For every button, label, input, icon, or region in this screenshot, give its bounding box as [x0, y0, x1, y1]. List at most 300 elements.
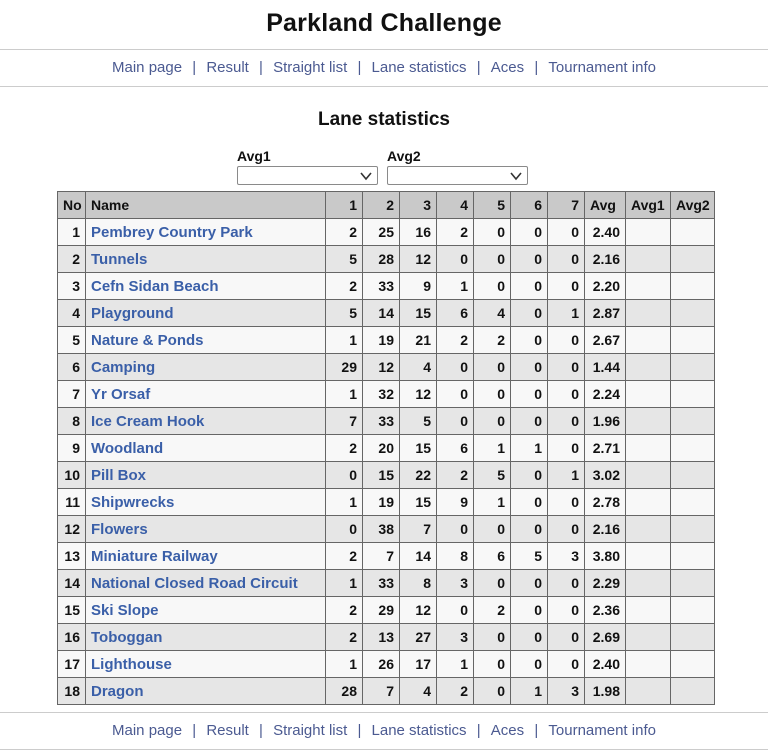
score-count-6: 0 — [511, 246, 548, 273]
score-count-6: 1 — [511, 435, 548, 462]
score-count-7: 0 — [548, 624, 585, 651]
lane-name-link[interactable]: Ice Cream Hook — [91, 412, 205, 430]
score-count-4: 6 — [437, 300, 474, 327]
score-count-3: 12 — [400, 597, 437, 624]
avg-value: 2.69 — [585, 624, 626, 651]
lane-name-cell — [86, 327, 326, 354]
lane-number: 12 — [58, 516, 86, 543]
score-count-5: 0 — [474, 570, 511, 597]
avg2-value — [671, 408, 715, 435]
lane-name-link[interactable]: Toboggan — [91, 628, 163, 646]
lane-name-cell — [86, 381, 326, 408]
avg-value: 1.44 — [585, 354, 626, 381]
avg2-label: Avg2 — [387, 148, 421, 164]
score-count-5: 0 — [474, 219, 511, 246]
avg1-value — [626, 543, 671, 570]
avg-filters — [237, 148, 768, 185]
avg1-select[interactable] — [238, 168, 377, 185]
score-count-5: 0 — [474, 408, 511, 435]
score-count-5: 0 — [474, 624, 511, 651]
score-count-1: 1 — [326, 570, 363, 597]
score-count-1: 1 — [326, 489, 363, 516]
score-count-3: 14 — [400, 543, 437, 570]
score-count-2: 33 — [363, 408, 400, 435]
lane-name-cell — [86, 489, 326, 516]
avg1-value — [626, 435, 671, 462]
table-row — [58, 624, 715, 651]
avg2-value — [671, 354, 715, 381]
lane-number: 3 — [58, 273, 86, 300]
score-count-7: 0 — [548, 327, 585, 354]
bottom-nav — [0, 712, 768, 750]
score-count-1: 29 — [326, 354, 363, 381]
score-count-5: 0 — [474, 381, 511, 408]
score-count-2: 15 — [363, 462, 400, 489]
avg-value: 2.36 — [585, 597, 626, 624]
lane-number: 13 — [58, 543, 86, 570]
section-title: Lane statistics — [318, 109, 450, 130]
score-count-7: 0 — [548, 489, 585, 516]
lane-number: 1 — [58, 219, 86, 246]
table-row — [58, 381, 715, 408]
score-count-3: 17 — [400, 651, 437, 678]
lane-number: 5 — [58, 327, 86, 354]
avg1-value — [626, 597, 671, 624]
score-count-7: 3 — [548, 678, 585, 705]
avg2-value — [671, 489, 715, 516]
nav-link-main-page[interactable]: Main page — [112, 722, 183, 739]
avg2-value — [671, 651, 715, 678]
score-count-2: 26 — [363, 651, 400, 678]
score-count-2: 19 — [363, 327, 400, 354]
lane-number: 7 — [58, 381, 86, 408]
score-count-6: 0 — [511, 597, 548, 624]
score-count-3: 4 — [400, 678, 437, 705]
avg1-select-wrap — [237, 166, 378, 185]
avg-value: 1.98 — [585, 678, 626, 705]
score-count-3: 12 — [400, 246, 437, 273]
avg-value: 3.02 — [585, 462, 626, 489]
lane-name-cell — [86, 462, 326, 489]
score-count-2: 20 — [363, 435, 400, 462]
score-count-2: 14 — [363, 300, 400, 327]
avg-value: 2.71 — [585, 435, 626, 462]
avg-value: 2.20 — [585, 273, 626, 300]
table-row — [58, 435, 715, 462]
page-title: Parkland Challenge — [266, 9, 502, 37]
score-count-3: 16 — [400, 219, 437, 246]
lane-number: 8 — [58, 408, 86, 435]
avg1-label: Avg1 — [237, 148, 271, 164]
avg2-filter-group — [387, 148, 528, 185]
nav-separator: | — [254, 722, 268, 739]
score-count-1: 1 — [326, 651, 363, 678]
score-count-6: 0 — [511, 516, 548, 543]
table-row — [58, 651, 715, 678]
nav-link-lane-statistics[interactable]: Lane statistics — [371, 722, 467, 739]
score-count-5: 0 — [474, 678, 511, 705]
lane-name-link[interactable]: Lighthouse — [91, 655, 172, 673]
score-count-2: 12 — [363, 354, 400, 381]
score-count-3: 22 — [400, 462, 437, 489]
score-count-3: 4 — [400, 354, 437, 381]
nav-separator: | — [188, 722, 201, 739]
score-count-7: 0 — [548, 435, 585, 462]
score-count-1: 2 — [326, 624, 363, 651]
avg2-select[interactable] — [388, 168, 527, 185]
score-count-1: 2 — [326, 597, 363, 624]
lane-name-link[interactable]: Camping — [91, 358, 156, 376]
avg2-value — [671, 597, 715, 624]
column-header-avg: Avg — [585, 192, 626, 219]
nav-separator: | — [353, 722, 366, 739]
score-count-3: 5 — [400, 408, 437, 435]
score-count-4: 2 — [437, 219, 474, 246]
score-count-5: 0 — [474, 651, 511, 678]
avg1-value — [626, 273, 671, 300]
avg2-value — [671, 624, 715, 651]
score-count-7: 1 — [548, 462, 585, 489]
top-nav — [0, 49, 768, 87]
score-count-4: 0 — [437, 354, 474, 381]
score-count-1: 2 — [326, 435, 363, 462]
avg-value: 1.96 — [585, 408, 626, 435]
lane-name-cell — [86, 516, 326, 543]
lane-number: 2 — [58, 246, 86, 273]
avg2-value — [671, 219, 715, 246]
score-count-1: 0 — [326, 462, 363, 489]
score-count-6: 0 — [511, 300, 548, 327]
score-count-2: 7 — [363, 543, 400, 570]
table-header-row — [58, 192, 715, 219]
score-count-5: 5 — [474, 462, 511, 489]
lane-name-cell — [86, 354, 326, 381]
score-count-3: 9 — [400, 273, 437, 300]
score-count-4: 1 — [437, 273, 474, 300]
nav-link-aces[interactable]: Aces — [490, 59, 525, 76]
score-count-3: 21 — [400, 327, 437, 354]
score-count-4: 1 — [437, 651, 474, 678]
table-row — [58, 543, 715, 570]
lane-number: 16 — [58, 624, 86, 651]
avg1-value — [626, 354, 671, 381]
avg2-value — [671, 435, 715, 462]
score-count-3: 7 — [400, 516, 437, 543]
lane-number: 6 — [58, 354, 86, 381]
score-count-6: 0 — [511, 219, 548, 246]
lane-name-cell — [86, 300, 326, 327]
score-count-4: 9 — [437, 489, 474, 516]
nav-link-tournament-info[interactable]: Tournament info — [548, 722, 656, 739]
score-count-6: 0 — [511, 570, 548, 597]
column-header-avg1: Avg1 — [626, 192, 671, 219]
lane-name-link[interactable]: Yr Orsaf — [91, 385, 151, 403]
avg2-value — [671, 327, 715, 354]
nav-link-main-page[interactable]: Main page — [112, 59, 183, 76]
score-count-7: 0 — [548, 381, 585, 408]
score-count-6: 0 — [511, 354, 548, 381]
column-header-1: 1 — [326, 192, 363, 219]
score-count-1: 7 — [326, 408, 363, 435]
avg-value: 2.40 — [585, 651, 626, 678]
score-count-6: 5 — [511, 543, 548, 570]
avg1-value — [626, 300, 671, 327]
lane-number: 10 — [58, 462, 86, 489]
column-header-4: 4 — [437, 192, 474, 219]
avg-value: 2.24 — [585, 381, 626, 408]
lane-name-link[interactable]: Playground — [91, 304, 174, 322]
lane-number: 11 — [58, 489, 86, 516]
avg-value: 2.16 — [585, 246, 626, 273]
table-row — [58, 570, 715, 597]
lane-number: 9 — [58, 435, 86, 462]
nav-separator: | — [254, 59, 268, 76]
score-count-4: 2 — [437, 327, 474, 354]
lane-name-cell — [86, 543, 326, 570]
avg2-select-wrap — [387, 166, 528, 185]
avg2-value — [671, 273, 715, 300]
lane-name-cell — [86, 273, 326, 300]
score-count-6: 0 — [511, 651, 548, 678]
score-count-6: 0 — [511, 624, 548, 651]
lane-name-cell — [86, 624, 326, 651]
avg-value: 2.29 — [585, 570, 626, 597]
score-count-1: 1 — [326, 381, 363, 408]
score-count-3: 15 — [400, 300, 437, 327]
avg1-value — [626, 219, 671, 246]
lane-name-link[interactable]: Cefn Sidan Beach — [91, 277, 219, 295]
score-count-2: 13 — [363, 624, 400, 651]
score-count-5: 0 — [474, 273, 511, 300]
avg1-value — [626, 462, 671, 489]
column-header-5: 5 — [474, 192, 511, 219]
column-header-no: No — [58, 192, 86, 219]
nav-separator: | — [353, 59, 366, 76]
score-count-5: 2 — [474, 597, 511, 624]
nav-link-result[interactable]: Result — [206, 59, 249, 76]
nav-separator: | — [530, 59, 543, 76]
lane-name-cell — [86, 678, 326, 705]
table-row — [58, 300, 715, 327]
score-count-1: 2 — [326, 219, 363, 246]
table-row — [58, 462, 715, 489]
score-count-5: 0 — [474, 516, 511, 543]
nav-link-straight-list[interactable]: Straight list — [273, 59, 348, 76]
score-count-7: 0 — [548, 516, 585, 543]
score-count-2: 33 — [363, 273, 400, 300]
avg1-value — [626, 651, 671, 678]
lane-number: 15 — [58, 597, 86, 624]
column-header-2: 2 — [363, 192, 400, 219]
score-count-5: 1 — [474, 435, 511, 462]
nav-separator: | — [472, 722, 485, 739]
score-count-4: 6 — [437, 435, 474, 462]
lane-name-link[interactable]: Tunnels — [91, 250, 148, 268]
avg1-value — [626, 408, 671, 435]
score-count-6: 0 — [511, 489, 548, 516]
nav-link-lane-statistics[interactable]: Lane statistics — [371, 59, 467, 76]
column-header-avg2: Avg2 — [671, 192, 715, 219]
score-count-2: 7 — [363, 678, 400, 705]
score-count-6: 1 — [511, 678, 548, 705]
score-count-4: 3 — [437, 624, 474, 651]
score-count-4: 0 — [437, 516, 474, 543]
table-row — [58, 327, 715, 354]
table-body — [58, 219, 715, 705]
avg-value: 2.67 — [585, 327, 626, 354]
score-count-2: 29 — [363, 597, 400, 624]
table-row — [58, 408, 715, 435]
score-count-7: 0 — [548, 246, 585, 273]
score-count-5: 1 — [474, 489, 511, 516]
lane-name-cell — [86, 651, 326, 678]
score-count-1: 2 — [326, 543, 363, 570]
lane-name-link[interactable]: Nature & Ponds — [91, 331, 204, 349]
avg1-value — [626, 327, 671, 354]
column-header-3: 3 — [400, 192, 437, 219]
score-count-7: 0 — [548, 354, 585, 381]
score-count-2: 25 — [363, 219, 400, 246]
avg1-value — [626, 246, 671, 273]
score-count-1: 1 — [326, 327, 363, 354]
score-count-6: 0 — [511, 273, 548, 300]
score-count-4: 0 — [437, 246, 474, 273]
avg-value: 2.16 — [585, 516, 626, 543]
lane-name-link[interactable]: Ski Slope — [91, 601, 159, 619]
lane-number: 4 — [58, 300, 86, 327]
score-count-7: 0 — [548, 570, 585, 597]
score-count-4: 2 — [437, 678, 474, 705]
avg1-value — [626, 678, 671, 705]
score-count-7: 0 — [548, 597, 585, 624]
table-row — [58, 219, 715, 246]
score-count-3: 8 — [400, 570, 437, 597]
score-count-7: 0 — [548, 651, 585, 678]
table-row — [58, 678, 715, 705]
avg-value: 2.40 — [585, 219, 626, 246]
score-count-5: 0 — [474, 354, 511, 381]
score-count-1: 28 — [326, 678, 363, 705]
avg2-value — [671, 678, 715, 705]
lane-name-link[interactable]: Dragon — [91, 682, 144, 700]
score-count-5: 6 — [474, 543, 511, 570]
score-count-2: 38 — [363, 516, 400, 543]
score-count-1: 5 — [326, 246, 363, 273]
table-row — [58, 354, 715, 381]
score-count-7: 0 — [548, 273, 585, 300]
score-count-1: 5 — [326, 300, 363, 327]
lane-name-cell — [86, 570, 326, 597]
score-count-6: 0 — [511, 327, 548, 354]
lane-name-link[interactable]: Pill Box — [91, 466, 147, 484]
nav-separator: | — [530, 722, 543, 739]
avg2-value — [671, 462, 715, 489]
nav-link-straight-list[interactable]: Straight list — [273, 722, 348, 739]
avg-value: 3.80 — [585, 543, 626, 570]
nav-separator: | — [472, 59, 485, 76]
score-count-4: 3 — [437, 570, 474, 597]
score-count-6: 0 — [511, 462, 548, 489]
avg2-value — [671, 543, 715, 570]
score-count-3: 15 — [400, 435, 437, 462]
lane-name-cell — [86, 435, 326, 462]
lane-number: 17 — [58, 651, 86, 678]
table-row — [58, 489, 715, 516]
score-count-3: 15 — [400, 489, 437, 516]
table-row — [58, 273, 715, 300]
score-count-2: 32 — [363, 381, 400, 408]
score-count-1: 0 — [326, 516, 363, 543]
score-count-4: 2 — [437, 462, 474, 489]
avg2-value — [671, 300, 715, 327]
lane-name-link[interactable]: Pembrey Country Park — [91, 223, 253, 241]
score-count-7: 0 — [548, 408, 585, 435]
score-count-2: 28 — [363, 246, 400, 273]
score-count-2: 33 — [363, 570, 400, 597]
avg-value: 2.87 — [585, 300, 626, 327]
avg2-value — [671, 570, 715, 597]
score-count-5: 0 — [474, 246, 511, 273]
lane-number: 14 — [58, 570, 86, 597]
avg-value: 2.78 — [585, 489, 626, 516]
lane-name-cell — [86, 219, 326, 246]
score-count-2: 19 — [363, 489, 400, 516]
avg2-value — [671, 381, 715, 408]
column-header-7: 7 — [548, 192, 585, 219]
table-row — [58, 516, 715, 543]
lane-name-cell — [86, 408, 326, 435]
score-count-5: 4 — [474, 300, 511, 327]
table-row — [58, 597, 715, 624]
score-count-7: 1 — [548, 300, 585, 327]
nav-link-result[interactable]: Result — [206, 722, 249, 739]
lane-number: 18 — [58, 678, 86, 705]
score-count-4: 8 — [437, 543, 474, 570]
nav-link-tournament-info[interactable]: Tournament info — [548, 59, 656, 76]
score-count-6: 0 — [511, 408, 548, 435]
avg1-filter-group — [237, 148, 378, 185]
score-count-5: 2 — [474, 327, 511, 354]
column-header-name: Name — [86, 192, 326, 219]
column-header-6: 6 — [511, 192, 548, 219]
avg1-value — [626, 381, 671, 408]
lane-statistics-table — [57, 191, 715, 705]
avg1-value — [626, 516, 671, 543]
nav-link-aces[interactable]: Aces — [490, 722, 525, 739]
lane-name-cell — [86, 246, 326, 273]
lane-name-link[interactable]: Shipwrecks — [91, 493, 175, 511]
lane-name-link[interactable]: Flowers — [91, 520, 148, 538]
lane-name-link[interactable]: Woodland — [91, 439, 164, 457]
nav-separator: | — [188, 59, 201, 76]
avg1-value — [626, 624, 671, 651]
score-count-6: 0 — [511, 381, 548, 408]
avg2-value — [671, 246, 715, 273]
avg1-value — [626, 489, 671, 516]
score-count-3: 27 — [400, 624, 437, 651]
lane-name-link[interactable]: National Closed Road Circuit — [91, 574, 298, 592]
table-row — [58, 246, 715, 273]
score-count-7: 3 — [548, 543, 585, 570]
score-count-1: 2 — [326, 273, 363, 300]
score-count-4: 0 — [437, 597, 474, 624]
avg2-value — [671, 516, 715, 543]
score-count-7: 0 — [548, 219, 585, 246]
lane-name-link[interactable]: Miniature Railway — [91, 547, 218, 565]
lane-name-cell — [86, 597, 326, 624]
score-count-3: 12 — [400, 381, 437, 408]
score-count-4: 0 — [437, 408, 474, 435]
